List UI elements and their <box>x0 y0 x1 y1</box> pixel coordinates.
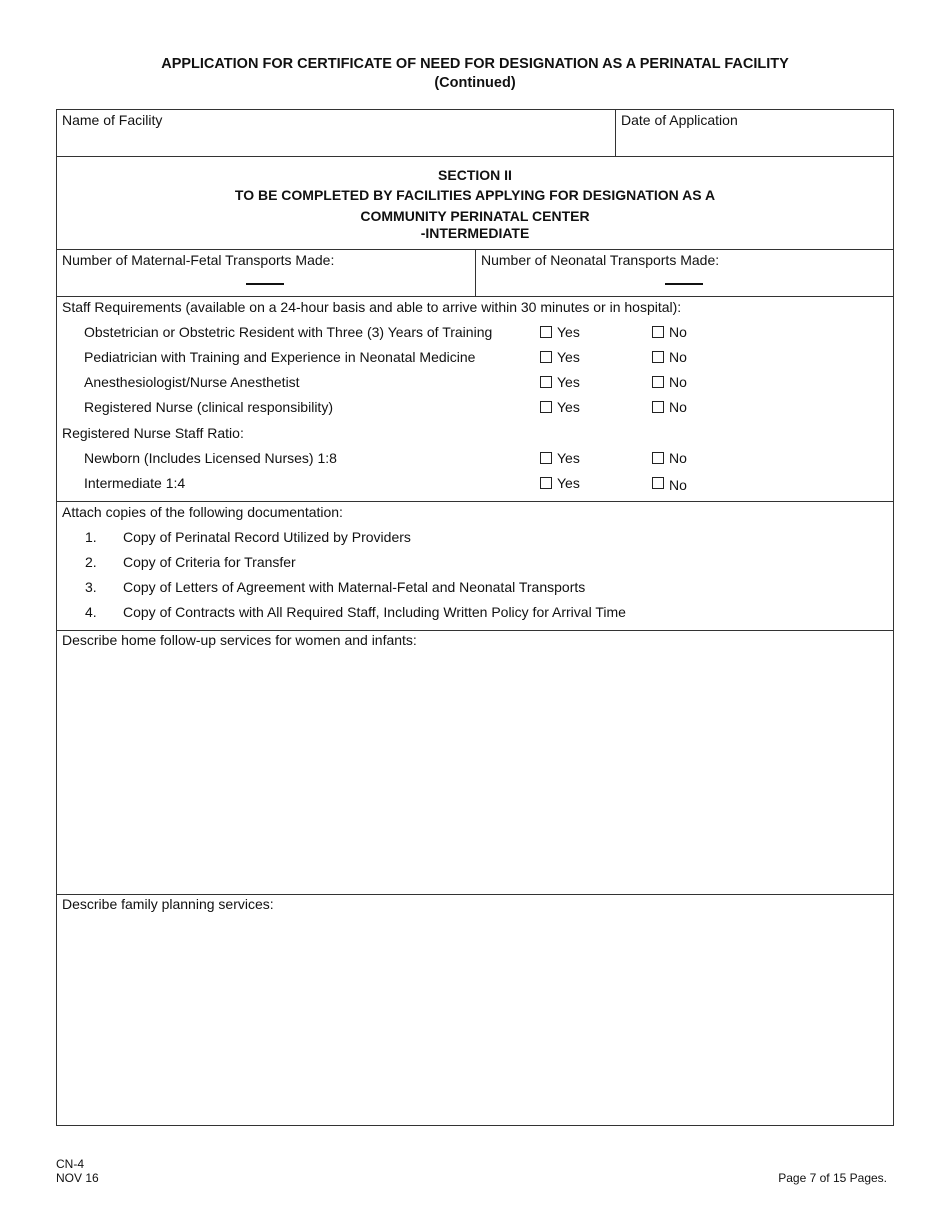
facility-row <box>57 110 893 157</box>
no-checkbox[interactable] <box>652 351 664 363</box>
home-followup-field[interactable] <box>57 631 893 895</box>
no-checkbox[interactable] <box>652 477 664 489</box>
transports-row <box>57 250 893 297</box>
page-number: Page 7 of 15 Pages. <box>778 1171 887 1185</box>
no-label: No <box>669 349 687 365</box>
facility-name-field[interactable]: Name of Facility <box>62 112 163 128</box>
section-instruction: TO BE COMPLETED BY FACILITIES APPLYING FOR DESIGNATION AS A <box>234 187 716 203</box>
form-title: APPLICATION FOR CERTIFICATE OF NEED FOR DESIGNATION AS A PERINATAL FACILITY <box>161 56 789 72</box>
yes-label: Yes <box>557 324 580 340</box>
no-label: No <box>669 399 687 415</box>
form-subtitle: (Continued) <box>434 75 516 91</box>
yes-checkbox[interactable] <box>540 452 552 464</box>
no-label: No <box>669 324 687 340</box>
list-number: 2. <box>85 554 97 570</box>
form-revision: NOV 16 <box>56 1171 99 1185</box>
staff-item: Registered Nurse (clinical responsibility) <box>84 399 333 415</box>
yes-label: Yes <box>557 349 580 365</box>
no-checkbox[interactable] <box>652 326 664 338</box>
divider <box>475 250 476 296</box>
ratio-item: Intermediate 1:4 <box>84 475 186 491</box>
neonatal-transports-blank[interactable] <box>665 283 703 285</box>
application-form <box>56 109 894 1126</box>
yes-label: Yes <box>557 374 580 390</box>
yes-label: Yes <box>557 450 580 466</box>
section-level: -INTERMEDIATE <box>420 225 530 241</box>
documentation-item: Copy of Perinatal Record Utilized by Providers <box>123 529 411 545</box>
divider <box>615 110 616 156</box>
list-number: 4. <box>85 604 97 620</box>
ratio-item: Newborn (Includes Licensed Nurses) 1:8 <box>84 450 337 466</box>
yes-checkbox[interactable] <box>540 477 552 489</box>
documentation-section <box>57 502 893 631</box>
yes-checkbox[interactable] <box>540 326 552 338</box>
form-code: CN-4 <box>56 1157 85 1171</box>
neonatal-transports-label: Number of Neonatal Transports Made: <box>481 252 720 268</box>
family-planning-field[interactable] <box>57 895 893 1125</box>
home-followup-label: Describe home follow-up services for women and infants: <box>62 632 417 648</box>
staff-item: Anesthesiologist/Nurse Anesthetist <box>84 374 300 390</box>
yes-checkbox[interactable] <box>540 401 552 413</box>
no-label: No <box>669 450 687 466</box>
date-of-application-field[interactable]: Date of Application <box>621 112 738 128</box>
staff-requirements-heading: Staff Requirements (available on a 24-hour basis and able to arrive within 30 minutes or in hospital): <box>62 299 682 315</box>
staff-item: Pediatrician with Training and Experience in Neonatal Medicine <box>84 349 476 365</box>
nurse-ratio-heading: Registered Nurse Staff Ratio: <box>62 425 244 441</box>
family-planning-label: Describe family planning services: <box>62 896 274 912</box>
no-checkbox[interactable] <box>652 401 664 413</box>
maternal-transports-label: Number of Maternal-Fetal Transports Made: <box>62 252 335 268</box>
documentation-heading: Attach copies of the following documentation: <box>62 504 343 520</box>
no-label: No <box>669 374 687 390</box>
yes-checkbox[interactable] <box>540 351 552 363</box>
yes-label: Yes <box>557 475 580 491</box>
documentation-item: Copy of Letters of Agreement with Maternal-Fetal and Neonatal Transports <box>123 579 586 595</box>
documentation-item: Copy of Contracts with All Required Staff, Including Written Policy for Arrival Time <box>123 604 626 620</box>
staff-item: Obstetrician or Obstetric Resident with Three (3) Years of Training <box>84 324 493 340</box>
yes-label: Yes <box>557 399 580 415</box>
maternal-transports-blank[interactable] <box>246 283 284 285</box>
no-checkbox[interactable] <box>652 376 664 388</box>
no-checkbox[interactable] <box>652 452 664 464</box>
section-header <box>57 157 893 250</box>
section-center-type: COMMUNITY PERINATAL CENTER <box>360 208 590 224</box>
yes-checkbox[interactable] <box>540 376 552 388</box>
no-label: No <box>669 477 687 493</box>
staff-requirements <box>57 297 893 502</box>
section-number: SECTION II <box>438 167 512 183</box>
documentation-item: Copy of Criteria for Transfer <box>123 554 296 570</box>
list-number: 3. <box>85 579 97 595</box>
list-number: 1. <box>85 529 97 545</box>
